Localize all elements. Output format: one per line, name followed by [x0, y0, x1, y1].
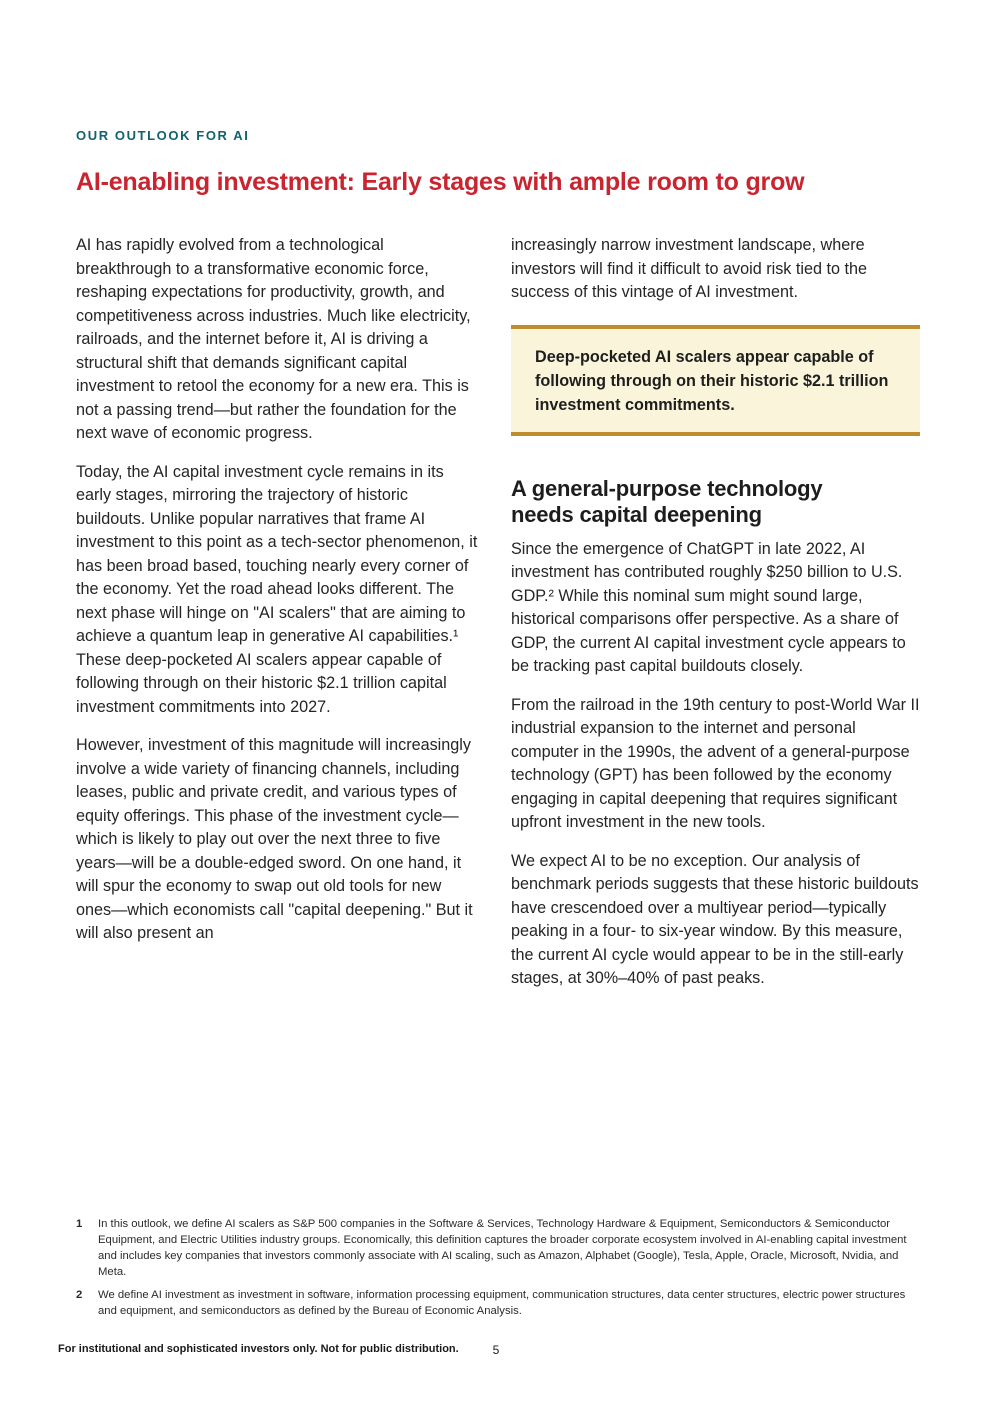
footnotes	[76, 1216, 918, 1326]
left-column	[76, 234, 480, 991]
paragraph: AI has rapidly evolved from a technological breakthrough to a transformative economic force, reshaping expectations for productivity, growth, and competitiveness across industries. Much like electricity, railroads, and the internet before it, AI is driving a structural shift that demands significant capital investment to retool the economy for a new era. This is not a passing trend—but rather the foundation for the next wave of economic progress.	[76, 236, 471, 442]
paragraph: However, investment of this magnitude will increasingly involve a wide variety of financing channels, including leases, public and private credit, and various types of equity offerings. This phase of the investment cycle—which is likely to play out over the next three to five years—will be a double-edged sword. On one hand, it will spur the economy to swap out old tools for new ones—which economists call "capital deepening." But it will also present an	[76, 736, 473, 942]
footer	[0, 1343, 992, 1363]
footer-disclaimer: For institutional and sophisticated investors only. Not for public distribution.	[58, 1343, 459, 1355]
right-column	[511, 234, 920, 991]
callout-box	[511, 325, 920, 436]
paragraph: Since the emergence of ChatGPT in late 2022, AI investment has contributed roughly $250 billion to U.S. GDP.² While this nominal sum might sound large, historical comparisons offer perspective. As a share of GDP, the current AI capital investment cycle appears to be tracking past capital buildouts closely.	[511, 539, 906, 675]
paragraph: Today, the AI capital investment cycle remains in its early stages, mirroring the trajectory of historic buildouts. Unlike popular narratives that frame AI investment to this point as a tech-sector phenomenon, it has been broad based, touching nearly every corner of the economy. Yet the road ahead looks different. The next phase will hinge on "AI scalers" that are aiming to achieve a quantum leap in generative AI capabilities.¹ These deep-pocketed AI scalers appear capable of following through on their historic $2.1 trillion capital investment commitments into 2027.	[76, 462, 478, 716]
footnote-text: We define AI investment as investment in software, information processing equipment, communication structures, data center structures, electric power structures and equipment, and semiconductors as defined by the Bureau of Economic Analysis.	[98, 1289, 906, 1317]
footnote-text: In this outlook, we define AI scalers as S&P 500 companies in the Software & Services, Technology Hardware & Equipment, Semiconductors & Semiconductor Equipment, and Electric Utilities industry groups. Economically, this definition captures the broader corporate ecosystem involved in AI-enabling capital investment and includes key companies that investors commonly associate with AI scaling, such as Amazon, Alphabet (Google), Tesla, Apple, Oracle, Microsoft, Nvidia, and Meta.	[98, 1218, 907, 1278]
eyebrow-label: OUR OUTLOOK FOR AI	[76, 128, 250, 143]
paragraph: We expect AI to be no exception. Our analysis of benchmark periods suggests that these historic buildouts have crescendoed over a multiyear period—typically peaking in a four- to six-year window. By this measure, the current AI cycle would appear to be in the still-early stages, at 30%–40% of past peaks.	[511, 851, 919, 987]
footnote-item	[76, 1216, 918, 1280]
footnote-item	[76, 1287, 918, 1319]
section-heading: A general-purpose technology needs capital deepening	[511, 475, 823, 527]
footnote-number: 2	[76, 1289, 83, 1301]
footnote-number: 1	[76, 1218, 83, 1230]
page-title: AI-enabling investment: Early stages with ample room to grow	[76, 168, 805, 196]
body-columns	[76, 234, 920, 991]
page-number: 5	[492, 1343, 500, 1357]
paragraph: From the railroad in the 19th century to post-World War II industrial expansion to the internet and personal computer in the 1990s, the advent of a general-purpose technology (GPT) has been followed by the economy engaging in capital deepening that requires significant upfront investment in the new tools.	[511, 695, 920, 831]
callout-text: Deep-pocketed AI scalers appear capable of following through on their historic $2.1 trillion investment commitments.	[535, 347, 889, 414]
paragraph: increasingly narrow investment landscape, where investors will find it difficult to avoid risk tied to the success of this vintage of AI investment.	[511, 236, 867, 301]
